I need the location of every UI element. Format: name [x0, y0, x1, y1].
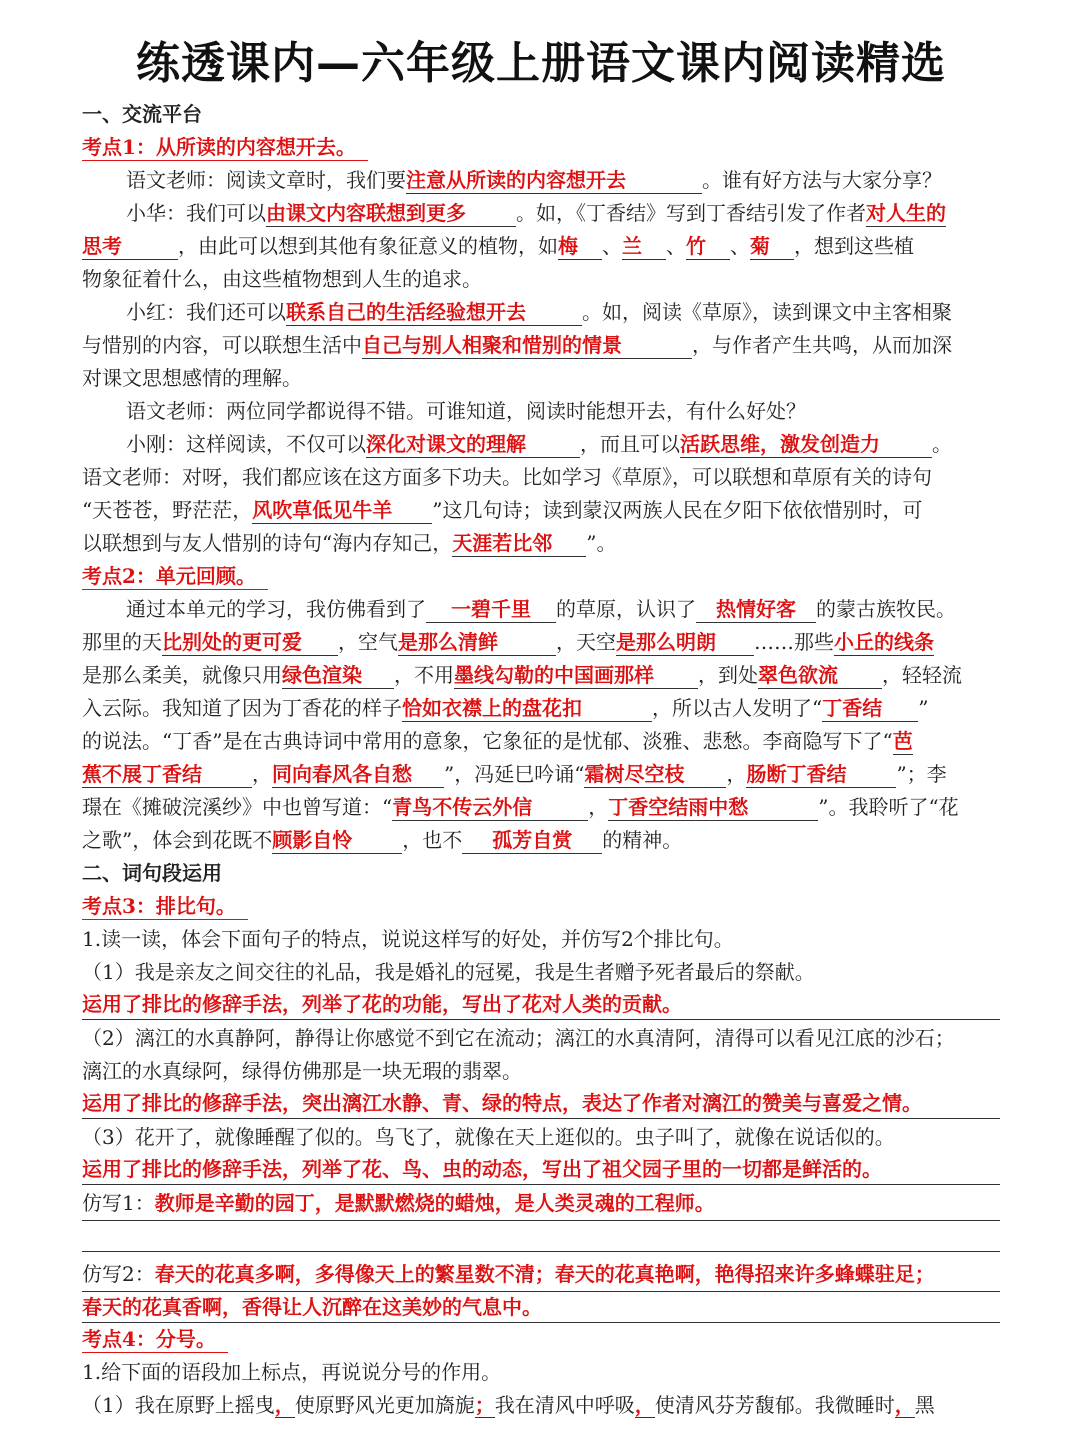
exam-point-1: 考点1：从所读的内容想开去。 [82, 134, 368, 161]
paragraph-xiaohua-3: 物象征着什么，由这些植物想到人生的追求。 [82, 267, 482, 291]
answer-blank: 深化对课文的理解 [366, 431, 580, 458]
answer-blank: 一碧千里 [426, 596, 556, 623]
paragraph-teacher-3b: “天苍苍，野茫茫，风吹草低见牛羊 ”这几句诗；读到蒙汉两族人民在夕阳下依依惜别时，可 [82, 498, 923, 522]
review-line-6: 蕉不展丁香结 ，同向春风各自愁 ”，冯延巳吟诵“霜树尽空枝 ，肠断丁香结 ”；李 [82, 762, 947, 786]
answer-blank: 是那么清鲜 [398, 629, 556, 656]
answer-blank: 同向春风各自愁 [272, 761, 444, 788]
semicolon-item-1: （1）我在原野上摇曳，使原野风光更加旖旎；我在清风中呼吸，使清风芬芳馥郁。我微睡时，黑 [82, 1393, 935, 1417]
answer-blank: 比别处的更可爱 [162, 629, 338, 656]
empty-answer-line [82, 1221, 1000, 1252]
exam-point-3: 考点3：排比句。 [82, 893, 248, 920]
answer-blank: 注意从所读的内容想开去 [406, 167, 702, 194]
review-line-7: 璟在《摊破浣溪纱》中也曾写道：“青鸟不传云外信 ，丁香空结雨中愁 ”。我聆听了“花 [82, 795, 959, 819]
answer-blank: 丁香空结雨中愁 [608, 794, 818, 821]
exam-point-4: 考点4：分号。 [82, 1326, 228, 1353]
paragraph-xiaohua-2: 思考 ，由此可以想到其他有象征意义的植物，如梅 、兰 、竹 、菊 ，想到这些植 [82, 234, 914, 258]
paragraph-xiaohua-1: 小华：我们可以由课文内容联想到更多 。如，《丁香结》写到丁香结引发了作者对人生的 [126, 201, 946, 225]
question-1: 1.读一读，体会下面句子的特点，说说这样写的好处，并仿写2个排比句。 [82, 927, 734, 951]
answer-blank: 翠色欲流 [758, 662, 882, 689]
answer-blank: 蕉不展丁香结 [82, 761, 252, 788]
paragraph-xiaogang: 小刚：这样阅读，不仅可以深化对课文的理解 ，而且可以活跃思维，激发创造力 。 [126, 432, 952, 456]
answer-blank: 丁香结 [822, 695, 918, 722]
paragraph-teacher-3a: 语文老师：对呀，我们都应该在这方面多下功夫。比如学习《草原》，可以联想和草原有关的诗句 [82, 465, 932, 489]
paragraph-teacher-3c: 以联想到与友人惜别的诗句“海内存知己，天涯若比邻 ”。 [82, 531, 617, 555]
answer-blank: 由课文内容联想到更多 [266, 200, 516, 227]
section-heading-exchange: 一、交流平台 [82, 102, 202, 126]
answer-blank: 思考 [82, 233, 178, 260]
answer-blank: 墨线勾勒的中国画那样 [454, 662, 698, 689]
answer-blank: 竹 [686, 233, 730, 260]
paragraph-xiaohong-3: 对课文思想感情的理解。 [82, 366, 302, 390]
item-2b: 漓江的水真绿阿，绿得仿佛那是一块无瑕的翡翠。 [82, 1059, 522, 1083]
item-1: （1）我是亲友之间交往的礼品，我是婚礼的冠冕，我是生者赠予死者最后的祭献。 [82, 960, 815, 984]
question-semicolon: 1.给下面的语段加上标点，再说说分号的作用。 [82, 1360, 502, 1384]
answer-blank: 肠断丁香结 [746, 761, 896, 788]
review-line-1: 通过本单元的学习，我仿佛看到了 一碧千里 的草原，认识了 热情好客 的蒙古族牧民。 [126, 597, 956, 621]
answer-blank: 天涯若比邻 [452, 530, 586, 557]
answer-blank: 风吹草低见牛羊 [252, 497, 432, 524]
answer-blank: 小丘的线条 [834, 630, 934, 654]
paragraph-xiaohong-1: 小红：我们还可以联系自己的生活经验想开去 。如，阅读《草原》，读到课文中主客相聚 [126, 300, 952, 324]
answer-line-1: 运用了排比的修辞手法，列举了花的功能，写出了花对人类的贡献。 [82, 989, 1000, 1020]
review-line-3: 是那么柔美，就像只用绿色渲染 ，不用墨线勾勒的中国画那样 ，到处翠色欲流 ，轻轻流 [82, 663, 962, 687]
section-heading-usage: 二、词句段运用 [82, 861, 222, 885]
review-line-8: 之歌”，体会到花既不顾影自怜 ，也不 孤芳自赏 的精神。 [82, 828, 683, 852]
paragraph-xiaohong-2: 与惜别的内容，可以联想生活中自己与别人相聚和惜别的情景 ，与作者产生共鸣，从而加深 [82, 333, 952, 357]
answer-blank: 绿色渲染 [282, 662, 394, 689]
answer-blank: 联系自己的生活经验想开去 [286, 299, 582, 326]
imitation-1: 仿写1：教师是辛勤的园丁，是默默燃烧的蜡烛，是人类灵魂的工程师。 [82, 1187, 1000, 1221]
imitation-2a: 仿写2：春天的花真多啊，多得像天上的繁星数不清；春天的花真艳啊，艳得招来许多蜂蝶驻足； [82, 1258, 1000, 1292]
answer-blank: 是那么明朗 [616, 629, 754, 656]
answer-blank: 梅 [558, 233, 602, 260]
page-title: 练透课内—六年级上册语文课内阅读精选 [136, 38, 946, 89]
paragraph-teacher-2: 语文老师：两位同学都说得不错。可谁知道，阅读时能想开去，有什么好处？ [126, 399, 806, 423]
answer-line-2: 运用了排比的修辞手法，突出漓江水静、青、绿的特点，表达了作者对漓江的赞美与喜爱之情。 [82, 1088, 1000, 1119]
answer-blank: 自己与别人相聚和惜别的情景 [362, 332, 692, 359]
item-2a: （2）漓江的水真静阿，静得让你感觉不到它在流动；漓江的水真清阿，清得可以看见江底的沙石； [82, 1026, 955, 1050]
answer-blank: 兰 [622, 233, 666, 260]
answer-blank: 活跃思维，激发创造力 [680, 431, 932, 458]
answer-blank: 芭 [892, 729, 913, 753]
review-line-5: 的说法。“丁香”是在古典诗词中常用的意象，它象征的是忧郁、淡雅、悲愁。李商隐写下了“芭 [82, 729, 913, 753]
paragraph-teacher-1: 语文老师：阅读文章时，我们要注意从所读的内容想开去 。谁有好方法与大家分享？ [126, 168, 942, 192]
review-line-4: 入云际。我知道了因为丁香花的样子恰如衣襟上的盘花扣 ，所以古人发明了“丁香结 ” [82, 696, 929, 720]
answer-blank: 对人生的 [866, 201, 946, 225]
answer-line-3: 运用了排比的修辞手法，列举了花、鸟、虫的动态，写出了祖父园子里的一切都是鲜活的。 [82, 1154, 1000, 1185]
exam-point-2: 考点2：单元回顾。 [82, 563, 268, 590]
answer-blank: 菊 [750, 233, 794, 260]
answer-blank: 顾影自怜 [272, 827, 402, 854]
answer-blank: 恰如衣襟上的盘花扣 [402, 695, 652, 722]
review-line-2: 那里的天比别处的更可爱 ，空气是那么清鲜 ，天空是那么明朗 ……那些小丘的线条 [82, 630, 934, 654]
answer-blank: 热情好客 [696, 596, 816, 623]
item-3: （3）花开了，就像睡醒了似的。鸟飞了，就像在天上逛似的。虫子叫了，就像在说话似的。 [82, 1125, 895, 1149]
answer-blank: 霜树尽空枝 [584, 761, 726, 788]
imitation-2b: 春天的花真香啊，香得让人沉醉在这美妙的气息中。 [82, 1292, 1000, 1323]
answer-blank: 青鸟不传云外信 [392, 794, 588, 821]
answer-blank: 孤芳自赏 [462, 827, 602, 854]
